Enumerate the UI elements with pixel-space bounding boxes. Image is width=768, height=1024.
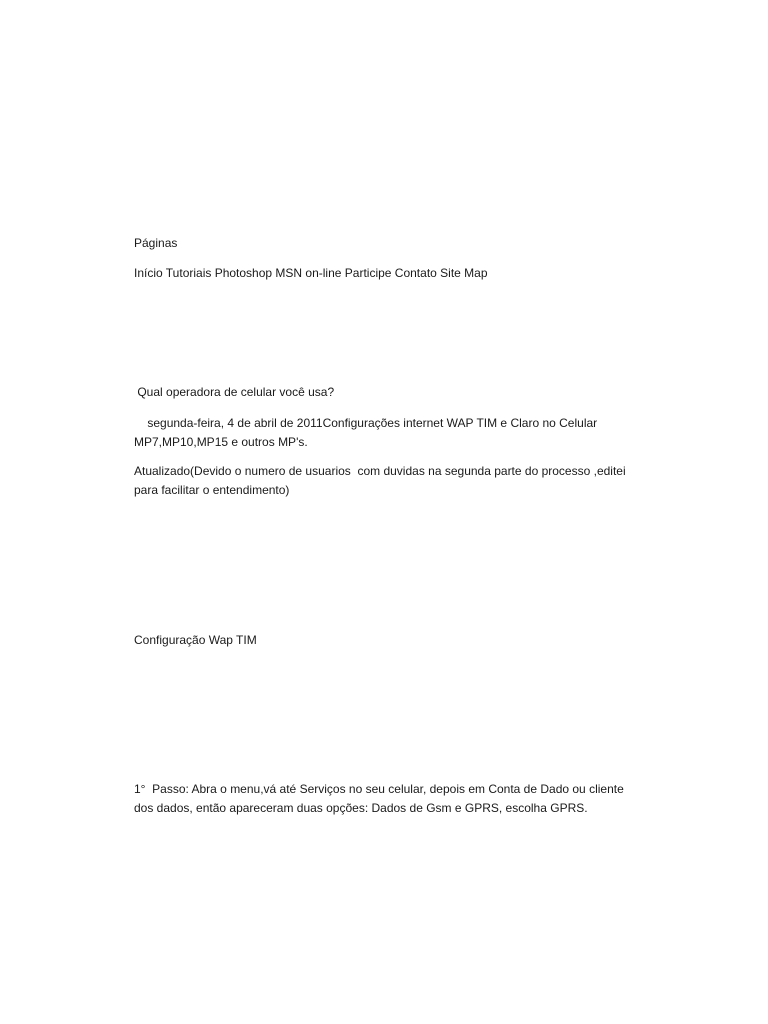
nav-line: Início Tutoriais Photoshop MSN on-line Participe Contato Site Map [134,266,488,280]
config-heading: Configuração Wap TIM [134,633,257,647]
update-note: Atualizado(Devido o numero de usuarios com duvidas na segunda parte do processo ,editei para facilitar o entendimento) [134,464,629,497]
post-date-title: segunda-feira, 4 de abril de 2011Configurações internet WAP TIM e Claro no Celular MP7,MP10,MP15 e outros MP's. [134,416,601,449]
pages-label: Páginas [134,236,178,250]
operator-question: Qual operadora de celular você usa? [134,385,335,399]
step-1-text: 1° Passo: Abra o menu,vá até Serviços no seu celular, depois em Conta de Dado ou cliente dos dados, então apareceram duas opções: Dados de Gsm e GPRS, escolha GPRS. [134,782,628,815]
